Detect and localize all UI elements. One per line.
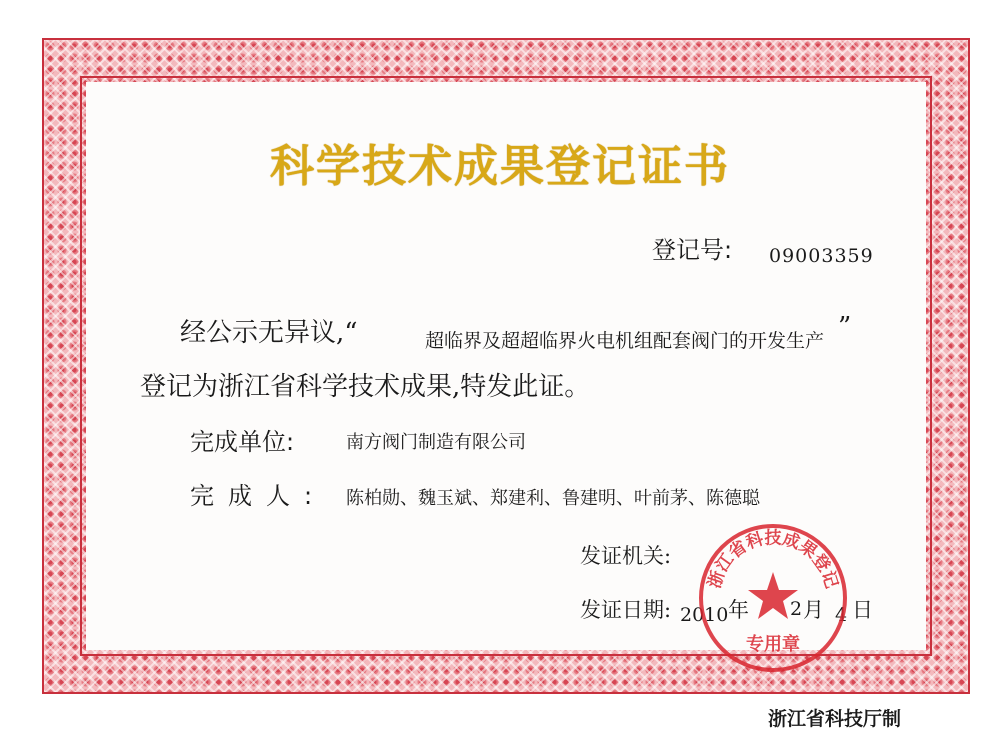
day-unit: 日 (852, 598, 873, 622)
unit-value: 南方阀门制造有限公司 (346, 432, 526, 453)
official-seal (695, 520, 851, 676)
project-name: 超临界及超超临界火电机组配套阀门的开发生产 (425, 330, 825, 352)
issue-date-label: 发证日期: (580, 598, 672, 622)
certificate-title: 科学技术成果登记证书 (270, 141, 730, 192)
issue-month: 2 (790, 598, 803, 620)
registration-label: 登记号: (652, 236, 733, 264)
statement-line1-suffix: ” (838, 312, 852, 342)
statement-line1-prefix: 经公示无异议,“ (180, 318, 358, 348)
month-unit: 月 (803, 598, 824, 622)
issue-day: 4 (835, 604, 848, 626)
issue-year: 2010 (680, 604, 729, 626)
year-unit: 年 (728, 598, 749, 622)
people-value: 陈柏勋、魏玉斌、郑建利、鲁建明、叶前茅、陈德聪 (346, 488, 760, 509)
unit-label: 完成单位: (190, 428, 295, 456)
seal-bottom-text: 专用章 (746, 634, 800, 655)
statement-line2: 登记为浙江省科学技术成果,特发此证。 (140, 372, 591, 402)
issuing-org-label: 发证机关: (580, 544, 672, 568)
registration-number: 09003359 (769, 245, 874, 267)
issuer-text: 浙江省科技厅制 (768, 708, 902, 730)
seal-star-icon (748, 572, 798, 619)
people-label: 完成人: (190, 482, 327, 510)
seal-ring-text: 浙江省科技成果登记 (704, 528, 842, 591)
